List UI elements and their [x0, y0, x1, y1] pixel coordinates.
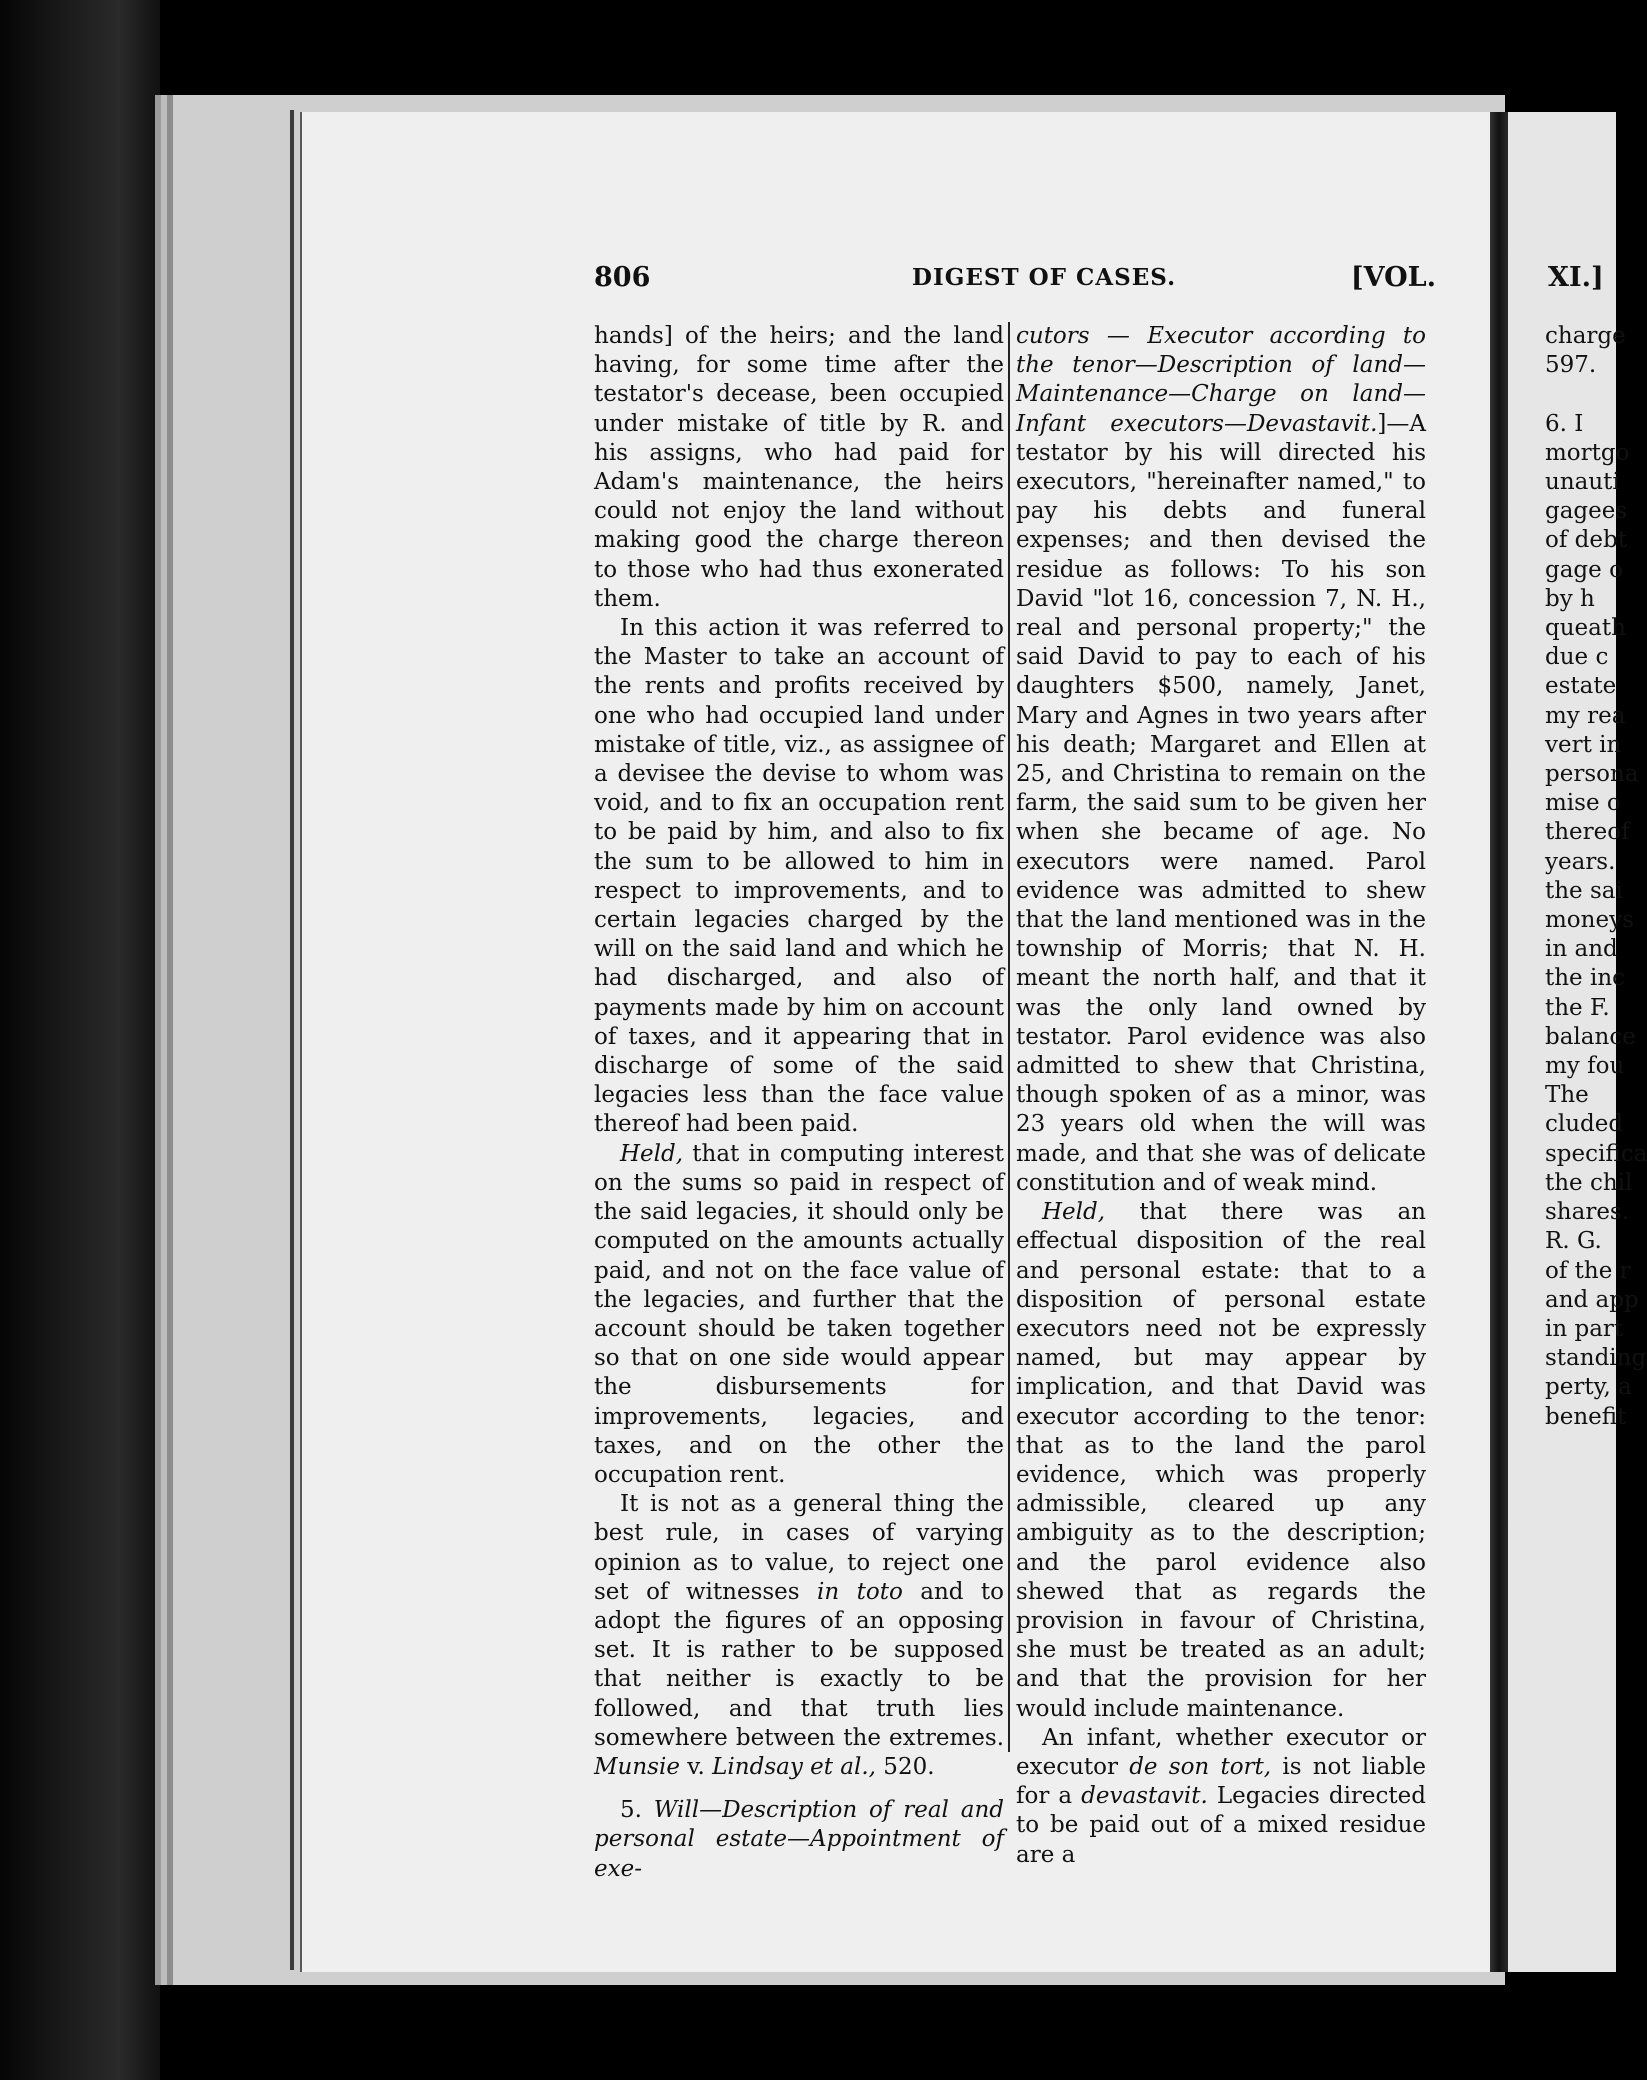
- paragraph: [1016, 1198, 1426, 1724]
- paragraph: [1016, 322, 1426, 1198]
- paragraph-text: v.: [679, 1753, 713, 1780]
- facing-page-line: benefit: [1545, 1403, 1627, 1430]
- facing-page-line: queath: [1545, 615, 1626, 642]
- facing-page-line: gagees: [1545, 498, 1628, 525]
- italic-text: in toto: [817, 1578, 903, 1605]
- paragraph-text: that in computing interest on the sums so paid in respect of the said legacies, it should only be computed on the amounts actually paid, and not on the face value of the legacies, and further that the account should be taken together so that on one side would appear the disbursements for improvements, legacies, and taxes, and on the other the occupation rent.: [594, 1140, 1004, 1488]
- paragraph-text: It is not as a general thing the best rule, in cases of varying opinion as to value, to reject one set of witnesses: [594, 1491, 1004, 1605]
- case-name: Lindsay et al.,: [712, 1753, 876, 1780]
- facing-page-line: in part: [1545, 1315, 1624, 1342]
- paragraph: hands] of the heirs; and the land having, for some time after the testator's decease, been occupied under mistake of title by R. and his assigns, who had paid for Adam's maintenance, the heirs could not enjoy the land without making good the charge thereon to those who had thus exonerated them.: [594, 323, 1004, 612]
- facing-page-line: mise o: [1545, 790, 1621, 817]
- facing-page-line: balance: [1545, 1023, 1636, 1050]
- facing-page-line: shares.: [1545, 1199, 1630, 1226]
- facing-page-head: XI.]: [1548, 262, 1604, 293]
- page-number: 806: [594, 262, 651, 293]
- facing-page-line: [1545, 380, 1625, 409]
- entry-heading: cutors — Executor according to the tenor—Description of land—Maintenance—Charge on land—Infant executors—Devastavit.: [1016, 323, 1426, 437]
- facing-page-line: vert in: [1545, 731, 1622, 758]
- facing-page-line: gage o: [1545, 556, 1623, 583]
- case-name: Munsie: [594, 1753, 680, 1780]
- paragraph: [594, 1490, 1004, 1782]
- facing-page-line: R. G.: [1545, 1228, 1602, 1255]
- facing-page-line: by h: [1545, 585, 1595, 612]
- paragraph-text: An infant, whether executor or executor: [1016, 1724, 1426, 1780]
- entry-number: 5.: [620, 1797, 654, 1824]
- held-label: Held,: [620, 1140, 684, 1167]
- facing-page-line: 597.: [1545, 352, 1597, 379]
- facing-page-line: specifica: [1545, 1140, 1647, 1167]
- facing-page-line: perty, a: [1545, 1374, 1632, 1401]
- paragraph-text: is not liable for a: [1016, 1753, 1426, 1810]
- facing-page-line: charge: [1545, 323, 1626, 349]
- paragraph: [594, 1140, 1004, 1490]
- facing-page-line: 6. I: [1545, 410, 1584, 437]
- facing-page-line: the chil: [1545, 1169, 1633, 1196]
- paragraph: In this action it was referred to the Master to take an account of the rents and profits received by one who had occupied land under mistake of title, viz., as assignee of a devisee the devise to whom was void, and to fix an occupation rent to be paid by him, and also to fix the sum to be allowed to him in respect to improvements, and to certain legacies charged by the will on the said land and which he had discharged, and also of payments made by him on account of taxes, and it appearing that in discharge of some of the said legacies less than the face value thereof had been paid.: [594, 615, 1004, 1138]
- facing-page-line: the sai: [1545, 877, 1623, 904]
- facing-page-line: years.: [1545, 848, 1616, 875]
- entry-heading: Will—Description of real and personal estate—Appointment of exe-: [594, 1797, 1004, 1882]
- book-gutter: [1490, 112, 1508, 1972]
- facing-page-line: thereof: [1545, 819, 1630, 846]
- running-head: [594, 262, 1436, 302]
- page-title: DIGEST OF CASES.: [912, 264, 1177, 291]
- facing-page-line: cluded: [1545, 1111, 1624, 1138]
- facing-page-line: The: [1545, 1082, 1589, 1109]
- facing-page-line: in and: [1545, 936, 1618, 963]
- paragraph: [1016, 1724, 1426, 1870]
- book-spine: [0, 0, 160, 2080]
- facing-page-line: my rea: [1545, 702, 1626, 729]
- facing-page-line: of the r: [1545, 1257, 1631, 1284]
- facing-page-line: estate: [1545, 673, 1617, 700]
- page-edge: [290, 110, 294, 1970]
- paragraph-text: and to adopt the figures of an opposing set. It is rather to be supposed that neither is exactly to be followed, and that truth lies somewhere between the extremes.: [594, 1578, 1004, 1751]
- facing-page-line: persona: [1545, 761, 1639, 788]
- facing-page-line: due c: [1545, 644, 1609, 671]
- left-column: [594, 322, 1004, 1884]
- facing-page-line: of debt: [1545, 527, 1627, 554]
- facing-page-line: my fou: [1545, 1053, 1625, 1080]
- italic-text: devastavit.: [1081, 1783, 1208, 1810]
- facing-page-line: unauti: [1545, 469, 1620, 496]
- facing-page-line: mortgo: [1545, 439, 1630, 466]
- case-page: 520.: [876, 1753, 935, 1780]
- italic-text: de son tort,: [1129, 1753, 1272, 1780]
- facing-page-text: [1545, 322, 1647, 1432]
- volume-label: [VOL.: [1350, 262, 1436, 293]
- column-rule: [1008, 322, 1010, 1752]
- facing-page-line: the F.: [1545, 994, 1610, 1021]
- facing-page-line: standing: [1545, 1345, 1647, 1372]
- right-column: [1016, 322, 1426, 1870]
- paragraph-text: ]—A testator by his will directed his executors, "hereinafter named," to pay his debts and funeral expenses; and then devised the residue as follows: To his son David "lot 16, concession 7, N. H., real and personal property;" the said David to pay to each of his daughters $500, namely, Janet, Mary and Agnes in two years after his death; Margaret and Ellen at 25, and Christina to remain on the farm, the said sum to be given her when she became of age. No executors were named. Parol evidence was admitted to shew that the land mentioned was in the township of Morris; that N. H. meant the north half, and that it was the only land owned by testator. Parol evidence was also admitted to shew that Christina, though spoken of as a minor, was 23 years old when the will was made, and that she was of delicate constitution and of weak mind.: [1016, 410, 1426, 1196]
- facing-page-line: moneys: [1545, 907, 1634, 934]
- held-label: Held,: [1042, 1199, 1106, 1226]
- facing-page-line: and app: [1545, 1286, 1639, 1313]
- paragraph-text: Legacies directed to be paid out of a mixed residue are a: [1016, 1783, 1426, 1868]
- paragraph: [594, 1796, 1004, 1884]
- facing-page-line: the inc: [1545, 965, 1626, 992]
- paragraph-text: that there was an effectual disposition of the real and personal estate: that to a disposition of personal estate executors need not be expressly named, but may appear by implication, and that David was executor according to the tenor: that as to the land the parol evidence, which was properly admissible, cleared up any ambiguity as to the description; and the parol evidence also shewed that as regards the provision in favour of Christina, she must be treated as an adult; and that the provision for her would include maintenance.: [1016, 1199, 1426, 1722]
